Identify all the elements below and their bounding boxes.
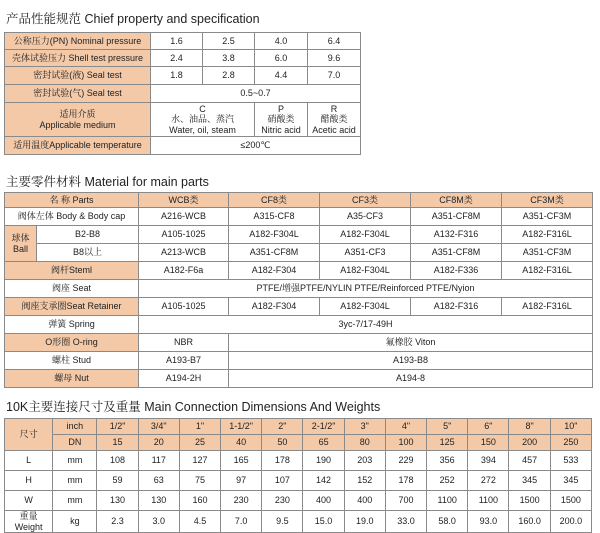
dim-cell: 457 <box>509 451 550 471</box>
dim-cell: 142 <box>303 471 344 491</box>
nominal-pressure-value: 6.4 <box>308 33 361 50</box>
material-cell: A35-CF3 <box>320 208 411 226</box>
weight-label-en: Weight <box>14 521 43 532</box>
dim-cell: 63 <box>138 471 179 491</box>
shell-pressure-value: 2.4 <box>151 50 203 67</box>
nominal-pressure-value: 2.5 <box>203 33 255 50</box>
material-cell: A182-F316L <box>502 298 593 316</box>
dim-cell: 700 <box>385 491 426 511</box>
ball-b2-label: B2-B8 <box>37 226 139 244</box>
material-cell: A351-CF8M <box>229 244 320 262</box>
h-label: H <box>5 471 53 491</box>
inch-cell: 1" <box>179 419 220 435</box>
retainer-row <box>5 298 593 316</box>
w-row <box>5 491 592 511</box>
material-cell: A315-CF8 <box>229 208 320 226</box>
medium-c-cn: 水、油品、蒸汽 <box>170 114 234 125</box>
medium-r-cn: 醋酸类 <box>320 114 348 125</box>
gas-seal-row <box>5 85 361 103</box>
spring-value: 3yc-7/17-49H <box>139 316 593 334</box>
material-cell: A182-F336 <box>411 262 502 280</box>
weight-label <box>5 511 53 533</box>
oring-row <box>5 334 593 352</box>
stud-value: A193-B7 <box>139 352 229 370</box>
dim-cell: 178 <box>385 471 426 491</box>
inch-cell: 1/2" <box>97 419 138 435</box>
dim-cell: 1500 <box>509 491 550 511</box>
dim-cell: 160.0 <box>509 511 550 533</box>
medium-row <box>5 103 361 137</box>
medium-c-en: Water, oil, steam <box>169 124 236 135</box>
medium-label <box>5 103 151 137</box>
material-cell: A182-F304L <box>320 226 411 244</box>
body-row <box>5 208 593 226</box>
grade-header: CF8M类 <box>411 193 502 208</box>
inch-row <box>5 419 592 435</box>
medium-p-cn: 硝酸类 <box>267 114 295 125</box>
dim-cell: 400 <box>303 491 344 511</box>
dim-cell: 108 <box>97 451 138 471</box>
temp-label: 适用温度Applicable temperature <box>5 137 151 155</box>
material-cell: A351-CF8M <box>411 208 502 226</box>
w-label: W <box>5 491 53 511</box>
dn-cell: 125 <box>427 435 468 451</box>
material-cell: A351-CF3M <box>502 208 593 226</box>
h-unit: mm <box>53 471 97 491</box>
l-label: L <box>5 451 53 471</box>
medium-label-en: Applicable medium <box>39 119 116 130</box>
stem-row <box>5 262 593 280</box>
medium-c-letter: C <box>199 103 206 114</box>
size-label: 尺寸 <box>5 419 53 451</box>
dimensions-heading: 10K主要连接尺寸及重量 Main Connection Dimensions And Weights <box>6 400 381 414</box>
dim-cell: 400 <box>344 491 385 511</box>
shell-pressure-row <box>5 50 361 67</box>
chief-heading: 产品性能规范 Chief property and specification <box>6 12 260 26</box>
dn-cell: 100 <box>385 435 426 451</box>
l-row <box>5 451 592 471</box>
dim-cell: 1100 <box>427 491 468 511</box>
dim-cell: 230 <box>262 491 303 511</box>
material-cell: A351-CF8M <box>411 244 502 262</box>
nominal-pressure-label: 公称压力(PN) Nominal pressure <box>5 33 151 50</box>
dn-label: DN <box>53 435 97 451</box>
gas-seal-label: 密封试验(气) Seal test <box>5 85 151 103</box>
material-cell: A182-F304 <box>229 262 320 280</box>
dim-cell: 160 <box>179 491 220 511</box>
dim-cell: 1500 <box>550 491 591 511</box>
seal-test-label: 密封试验(液) Seal test <box>5 67 151 85</box>
seal-test-value: 2.8 <box>203 67 255 85</box>
nut-row <box>5 370 593 388</box>
nut-value: A194-8 <box>229 370 593 388</box>
dim-cell: 58.0 <box>427 511 468 533</box>
nut-label: 螺母 Nut <box>5 370 139 388</box>
dim-cell: 19.0 <box>344 511 385 533</box>
inch-cell: 8" <box>509 419 550 435</box>
dim-cell: 3.0 <box>138 511 179 533</box>
nut-value: A194-2H <box>139 370 229 388</box>
inch-cell: 3/4" <box>138 419 179 435</box>
l-unit: mm <box>53 451 97 471</box>
oring-value: NBR <box>139 334 229 352</box>
inch-cell: 3" <box>344 419 385 435</box>
material-cell: A132-F316 <box>411 226 502 244</box>
dim-cell: 394 <box>468 451 509 471</box>
dim-cell: 252 <box>427 471 468 491</box>
inch-cell: 2" <box>262 419 303 435</box>
shell-pressure-value: 9.6 <box>308 50 361 67</box>
material-cell: A351-CF3M <box>502 244 593 262</box>
nominal-pressure-value: 4.0 <box>255 33 308 50</box>
stud-row <box>5 352 593 370</box>
dim-cell: 200.0 <box>550 511 591 533</box>
inch-label: inch <box>53 419 97 435</box>
inch-cell: 1-1/2" <box>221 419 262 435</box>
dn-cell: 65 <box>303 435 344 451</box>
material-cell: A182-F6a <box>139 262 229 280</box>
inch-cell: 5" <box>427 419 468 435</box>
dim-cell: 229 <box>385 451 426 471</box>
nominal-pressure-value: 1.6 <box>151 33 203 50</box>
ball-label-cn: 球体 <box>11 233 30 244</box>
dn-cell: 25 <box>179 435 220 451</box>
material-cell: A182-F304 <box>229 298 320 316</box>
dim-cell: 9.5 <box>262 511 303 533</box>
grade-header: CF3M类 <box>502 193 593 208</box>
ball-label-en: Ball <box>12 243 28 254</box>
dn-row <box>5 435 592 451</box>
weight-label-cn: 重量 <box>19 511 38 522</box>
medium-r-letter: R <box>330 103 338 114</box>
medium-r <box>308 103 361 137</box>
grade-header: WCB类 <box>139 193 229 208</box>
medium-p <box>255 103 308 137</box>
material-cell: A105-1025 <box>139 298 229 316</box>
seal-test-value: 7.0 <box>308 67 361 85</box>
material-table <box>4 192 593 388</box>
inch-cell: 10" <box>550 419 591 435</box>
dn-cell: 80 <box>344 435 385 451</box>
material-header-row <box>5 193 593 208</box>
shell-pressure-value: 6.0 <box>255 50 308 67</box>
dimensions-table <box>4 418 592 533</box>
dim-cell: 130 <box>97 491 138 511</box>
dim-cell: 2.3 <box>97 511 138 533</box>
oring-value: 氟橡胶 Viton <box>229 334 593 352</box>
dn-cell: 40 <box>221 435 262 451</box>
weight-unit: kg <box>53 511 97 533</box>
material-cell: A182-F316 <box>411 298 502 316</box>
dim-cell: 152 <box>344 471 385 491</box>
dn-cell: 20 <box>138 435 179 451</box>
dim-cell: 59 <box>97 471 138 491</box>
dim-cell: 165 <box>221 451 262 471</box>
parts-header: 名 称 Parts <box>5 193 139 208</box>
dim-cell: 190 <box>303 451 344 471</box>
material-cell: A105-1025 <box>139 226 229 244</box>
dim-cell: 75 <box>179 471 220 491</box>
dim-cell: 345 <box>550 471 591 491</box>
stem-label: 阀杆Steml <box>5 262 139 280</box>
temp-value: ≤200℃ <box>151 137 361 155</box>
dn-cell: 15 <box>97 435 138 451</box>
w-unit: mm <box>53 491 97 511</box>
dim-cell: 1100 <box>468 491 509 511</box>
material-heading: 主要零件材料 Material for main parts <box>6 175 209 189</box>
dim-cell: 130 <box>138 491 179 511</box>
weight-row <box>5 511 592 533</box>
dim-cell: 15.0 <box>303 511 344 533</box>
stud-label: 螺柱 Stud <box>5 352 139 370</box>
material-cell: A216-WCB <box>139 208 229 226</box>
material-cell: A351-CF3 <box>320 244 411 262</box>
seal-test-value: 4.4 <box>255 67 308 85</box>
inch-cell: 4" <box>385 419 426 435</box>
dim-cell: 203 <box>344 451 385 471</box>
seal-test-row <box>5 67 361 85</box>
dim-cell: 117 <box>138 451 179 471</box>
h-row <box>5 471 592 491</box>
nominal-pressure-row <box>5 33 361 50</box>
seat-value: PTFE/增强PTFE/NYLIN PTFE/Reinforced PTFE/Nyion <box>139 280 593 298</box>
dim-cell: 533 <box>550 451 591 471</box>
seat-label: 阀座 Seat <box>5 280 139 298</box>
dn-cell: 200 <box>509 435 550 451</box>
dim-cell: 93.0 <box>468 511 509 533</box>
dim-cell: 178 <box>262 451 303 471</box>
spring-row <box>5 316 593 334</box>
inch-cell: 6" <box>468 419 509 435</box>
dim-cell: 272 <box>468 471 509 491</box>
inch-cell: 2-1/2" <box>303 419 344 435</box>
material-cell: A182-F316L <box>502 262 593 280</box>
retainer-label: 阀座支承圈Seat Retainer <box>5 298 139 316</box>
dn-cell: 250 <box>550 435 591 451</box>
medium-p-en: Nitric acid <box>261 124 301 135</box>
dim-cell: 107 <box>262 471 303 491</box>
material-cell: A213-WCB <box>139 244 229 262</box>
shell-pressure-label: 壳体试验压力 Shell test pressure <box>5 50 151 67</box>
seal-test-value: 1.8 <box>151 67 203 85</box>
dim-cell: 345 <box>509 471 550 491</box>
ball-label <box>5 226 37 262</box>
spring-label: 弹簧 Spring <box>5 316 139 334</box>
dim-cell: 33.0 <box>385 511 426 533</box>
ball-b8-row <box>5 244 593 262</box>
material-cell: A182-F304L <box>229 226 320 244</box>
seat-row <box>5 280 593 298</box>
stud-value: A193-B8 <box>229 352 593 370</box>
medium-c <box>151 103 255 137</box>
material-cell: A182-F316L <box>502 226 593 244</box>
dim-cell: 127 <box>179 451 220 471</box>
dn-cell: 50 <box>262 435 303 451</box>
material-cell: A182-F304L <box>320 298 411 316</box>
body-label: 阀体左体 Body & Body cap <box>5 208 139 226</box>
ball-b2-row <box>5 226 593 244</box>
medium-r-en: Acetic acid <box>312 124 356 135</box>
dim-cell: 7.0 <box>221 511 262 533</box>
medium-label-cn: 适用介质 <box>59 109 96 120</box>
shell-pressure-value: 3.8 <box>203 50 255 67</box>
temp-row <box>5 137 361 155</box>
dim-cell: 4.5 <box>179 511 220 533</box>
ball-b8-label: B8以上 <box>37 244 139 262</box>
dim-cell: 97 <box>221 471 262 491</box>
grade-header: CF8类 <box>229 193 320 208</box>
grade-header: CF3类 <box>320 193 411 208</box>
chief-spec-table <box>4 32 361 155</box>
dn-cell: 150 <box>468 435 509 451</box>
medium-p-letter: P <box>277 103 284 114</box>
dim-cell: 230 <box>221 491 262 511</box>
material-cell: A182-F304L <box>320 262 411 280</box>
oring-label: O形圈 O-ring <box>5 334 139 352</box>
dim-cell: 356 <box>427 451 468 471</box>
gas-seal-value: 0.5~0.7 <box>151 85 361 103</box>
